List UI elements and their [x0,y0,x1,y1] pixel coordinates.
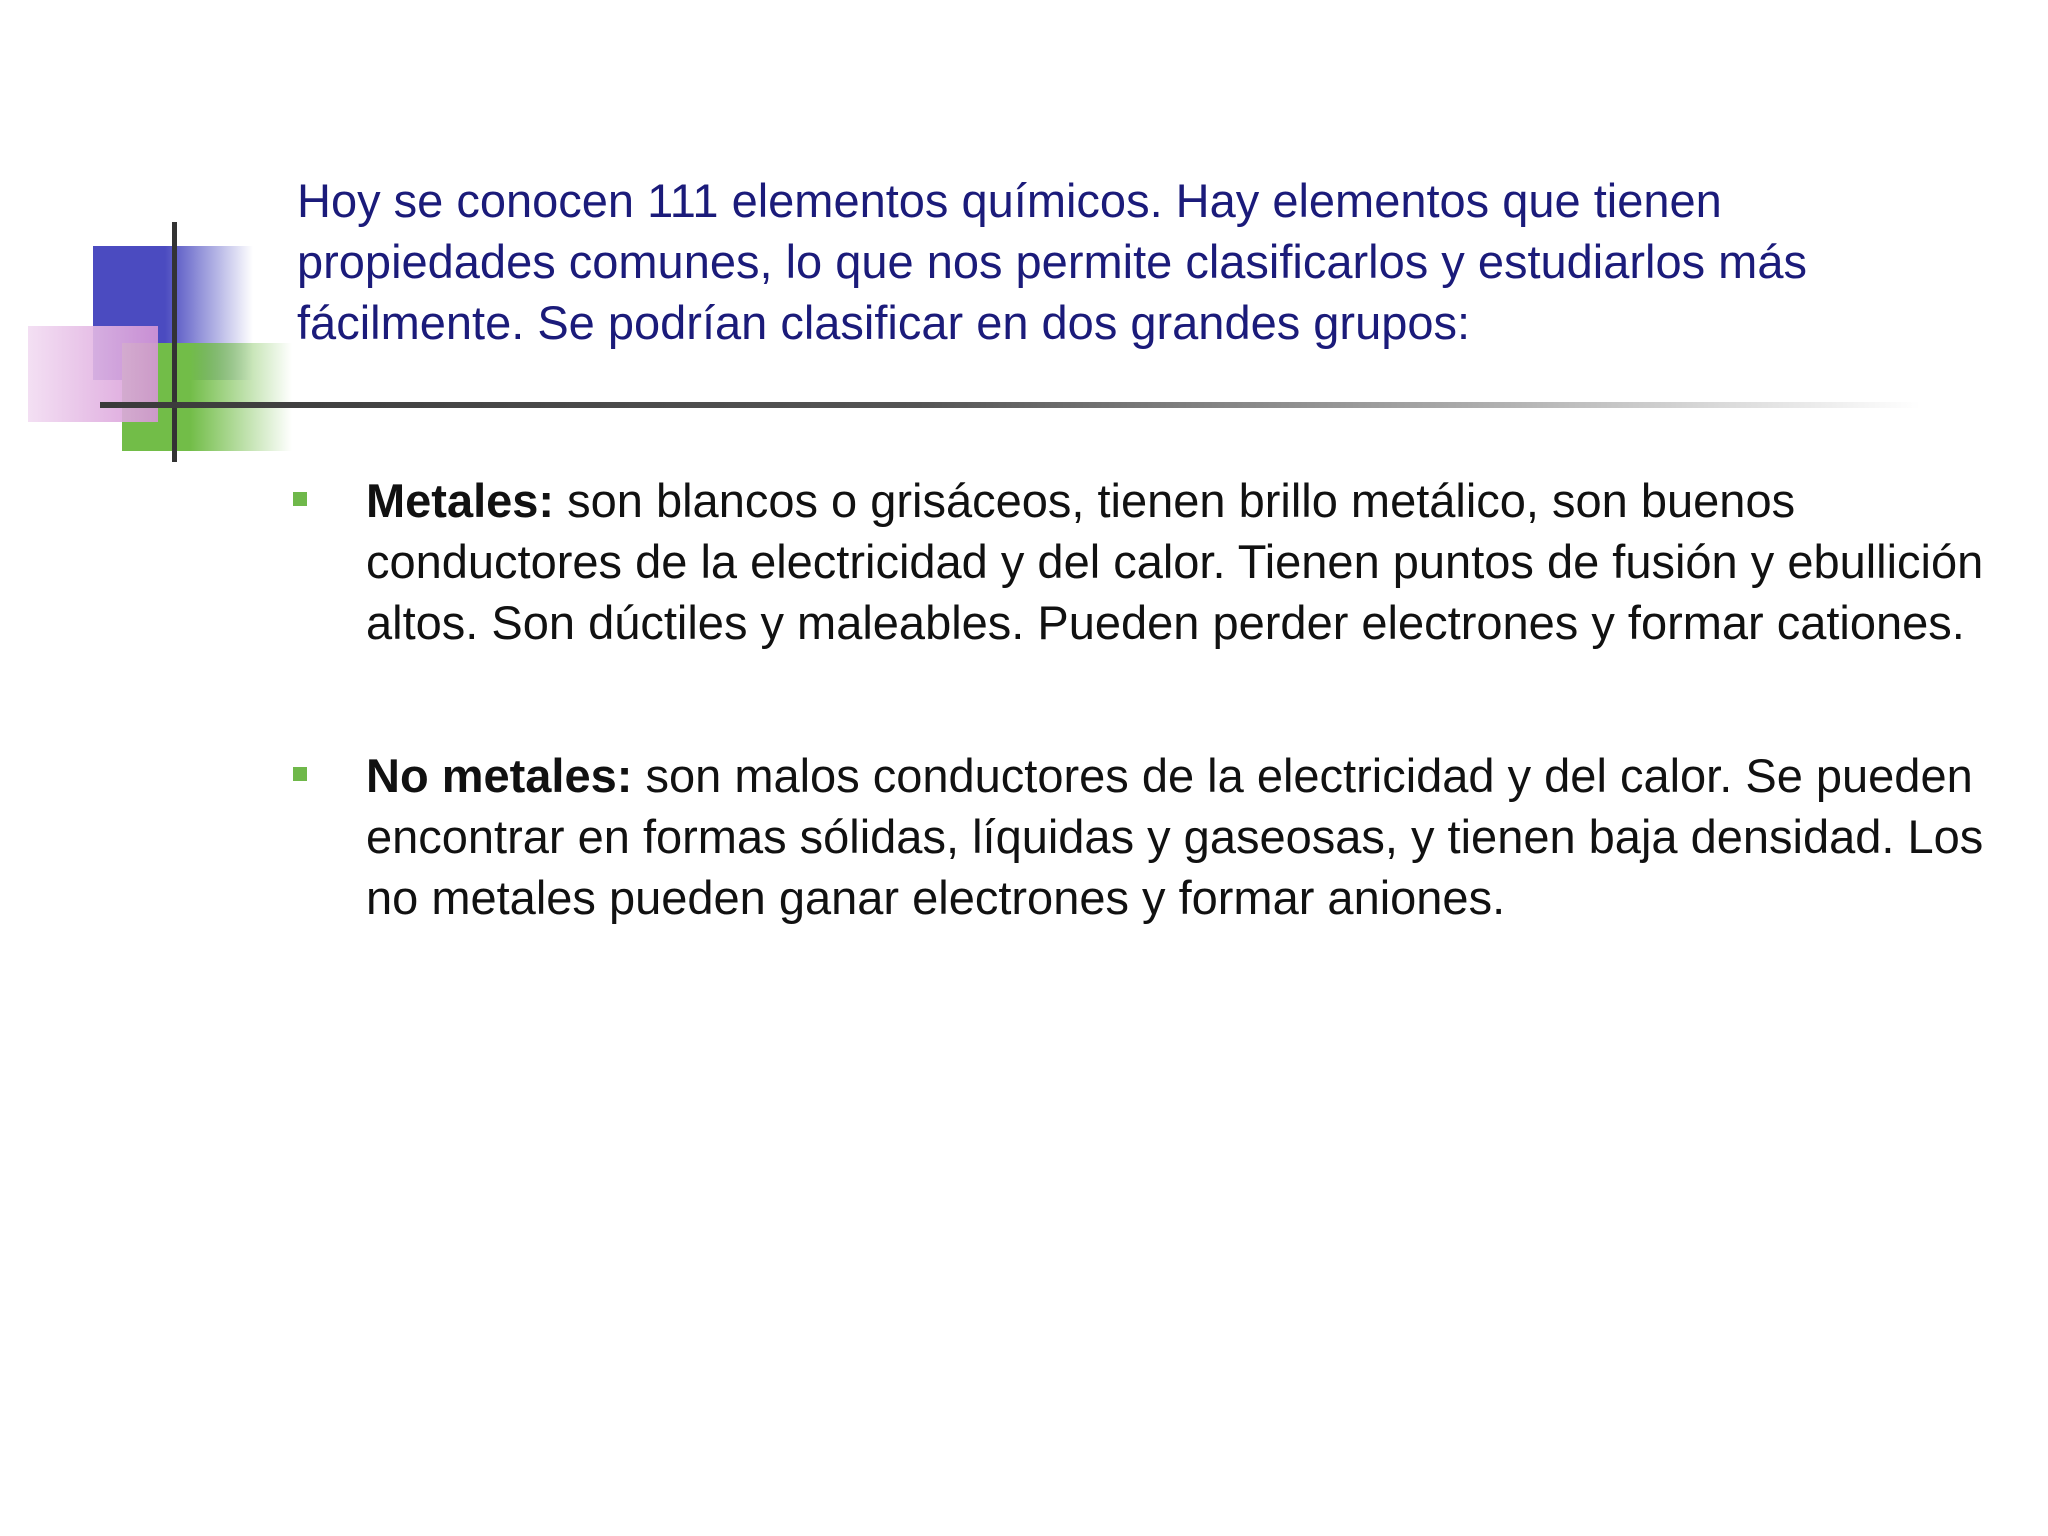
bullet-text: son malos conductores de la electricidad y del calor. Se pueden encontrar en formas sólidas, líquidas y gaseosas, y tienen baja densidad. Los no metales pueden ganar electrones y formar aniones. [366,749,1984,924]
bullet-term: No metales: [366,749,633,802]
title-divider-line [100,402,1920,408]
bullet-item-metales [288,470,2008,653]
bullet-text: son blancos o grisáceos, tienen brillo metálico, son buenos conductores de la electricidad y del calor. Tienen puntos de fusión y ebullición altos. Son dúctiles y maleables. Pueden perder electrones y formar cationes. [366,474,1984,649]
bullet-list [288,470,2008,1020]
bullet-term: Metales: [366,474,555,527]
square-bullet-icon [293,767,307,781]
bullet-item-no-metales [288,745,2008,928]
square-bullet-icon [293,492,307,506]
slide-title: Hoy se conocen 111 elementos químicos. Hay elementos que tienen propiedades comunes, lo que nos permite clasificarlos y estudiarlos más fácilmente. Se podrían clasificar en dos grandes grupos: [297,174,1807,349]
decorative-vertical-line [172,222,177,462]
